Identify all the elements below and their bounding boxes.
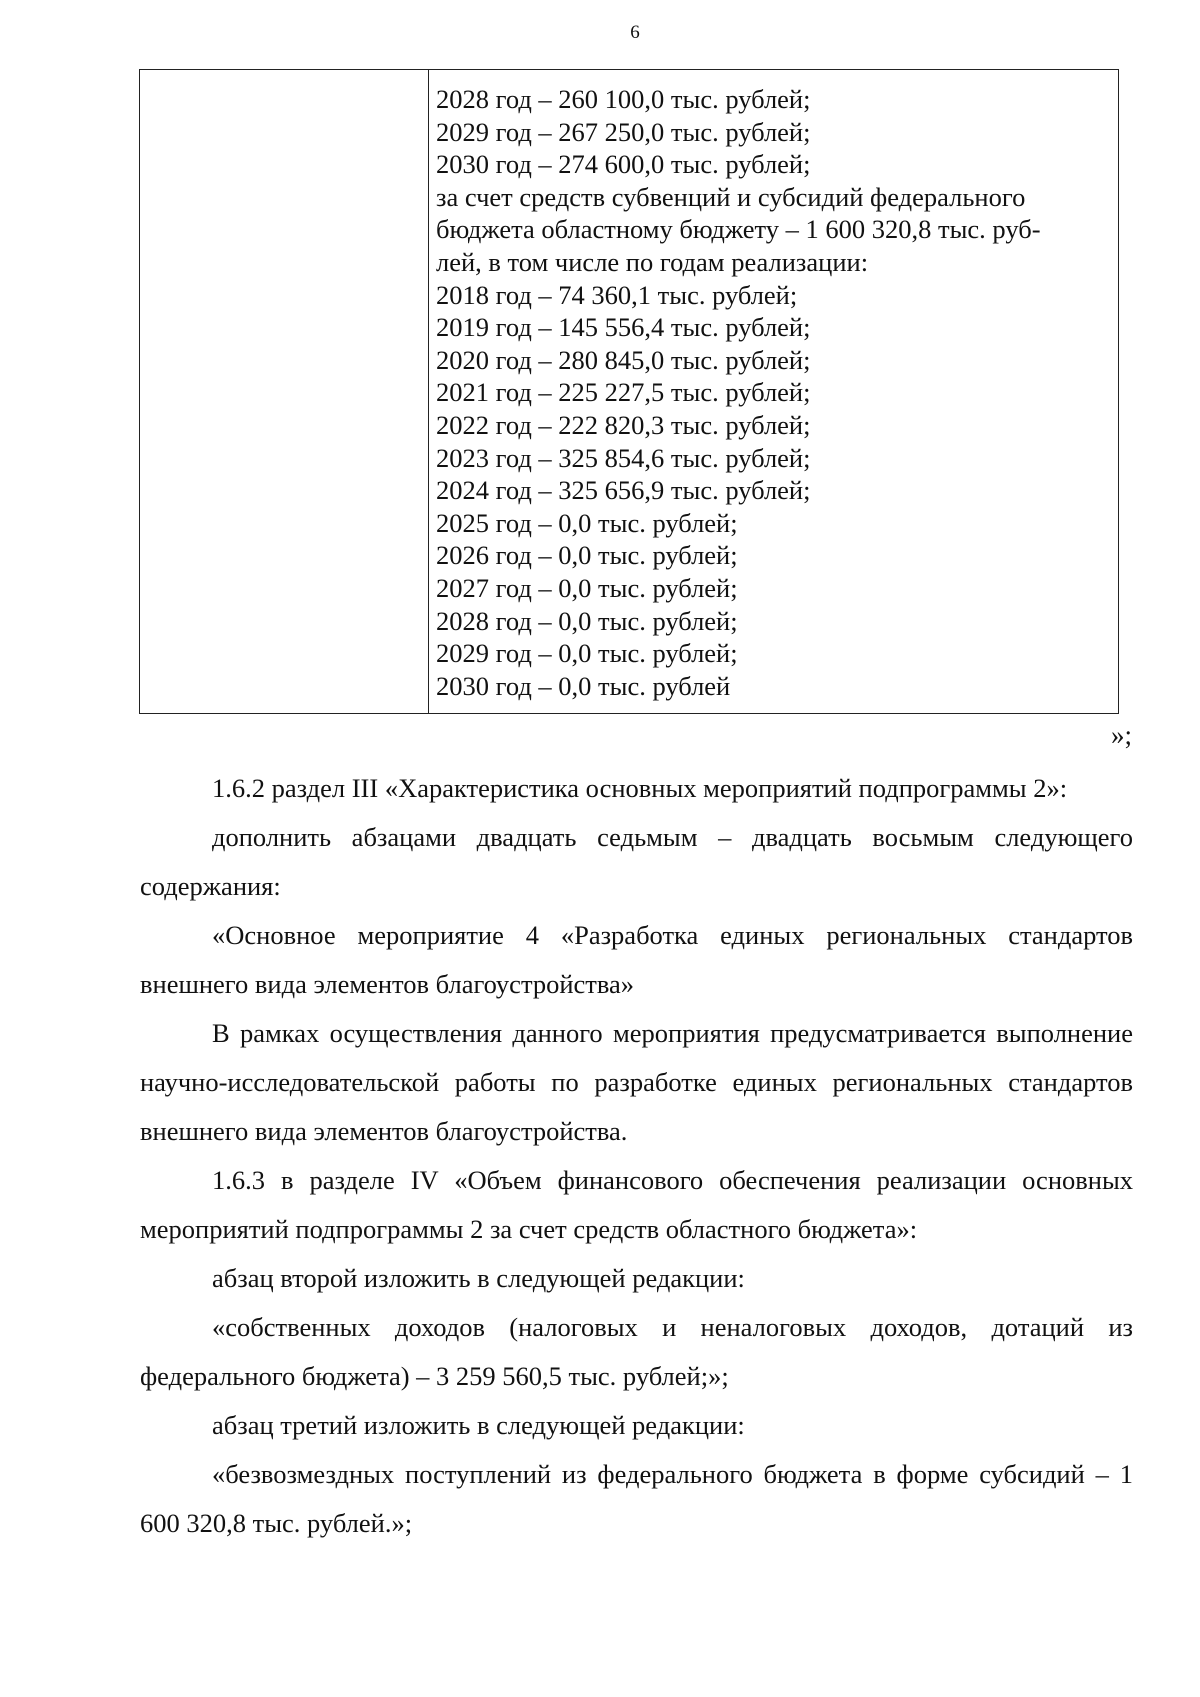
table-line: 2022 год – 222 820,3 тыс. рублей;: [436, 409, 811, 440]
paragraph-section-1-6-2: 1.6.2 раздел III «Характеристика основных мероприятий подпрограммы 2»:: [212, 773, 1068, 803]
table-line: 2023 год – 325 854,6 тыс. рублей;: [436, 442, 811, 473]
table-line: 2028 год – 0,0 тыс. рублей;: [436, 605, 738, 636]
paragraph-section-1-6-3: 1.6.3 в разделе IV «Объем финансового обеспечения реализации основных мероприятий подпрограммы 2 за счет средств областного бюджета»:: [140, 1165, 1133, 1244]
table-line: 2025 год – 0,0 тыс. рублей;: [436, 507, 738, 538]
paragraph-activity-description: В рамках осуществления данного мероприятия предусматривается выполнение научно-исследовательской работы по разработке единых региональных стандартов внешнего вида элементов благоустройства.: [140, 1018, 1133, 1146]
table-line: 2030 год – 0,0 тыс. рублей: [436, 670, 731, 701]
funding-table: [139, 69, 1119, 714]
table-line: лей, в том числе по годам реализации:: [436, 246, 869, 277]
table-line: 2021 год – 225 227,5 тыс. рублей;: [436, 377, 811, 408]
table-right-cell: [429, 70, 1118, 713]
table-line: 2029 год – 267 250,0 тыс. рублей;: [436, 116, 811, 147]
page-number: 6: [630, 22, 640, 43]
paragraph-supplement: дополнить абзацами двадцать седьмым – двадцать восьмым следующего содержания:: [140, 822, 1133, 901]
table-line: 2027 год – 0,0 тыс. рублей;: [436, 572, 738, 603]
table-line: 2030 год – 274 600,0 тыс. рублей;: [436, 149, 811, 180]
paragraph-second-abzac: абзац второй изложить в следующей редакции:: [212, 1263, 745, 1293]
paragraph-federal-subsidies: «безвозмездных поступлений из федерального бюджета в форме субсидий – 1 600 320,8 тыс. рублей.»;: [140, 1459, 1133, 1538]
table-line: 2024 год – 325 656,9 тыс. рублей;: [436, 475, 811, 506]
closing-quote: »;: [1110, 720, 1132, 750]
paragraph-main-activity-4: «Основное мероприятие 4 «Разработка единых региональных стандартов внешнего вида элементов благоустройства»: [140, 920, 1133, 999]
paragraph-third-abzac: абзац третий изложить в следующей редакции:: [212, 1410, 745, 1440]
table-line: 2018 год – 74 360,1 тыс. рублей;: [436, 279, 798, 310]
table-line: 2028 год – 260 100,0 тыс. рублей;: [436, 84, 811, 114]
paragraph-own-revenue: «собственных доходов (налоговых и неналоговых доходов, дотаций из федерального бюджета) – 3 259 560,5 тыс. рублей;»;: [140, 1312, 1133, 1391]
table-line: 2020 год – 280 845,0 тыс. рублей;: [436, 344, 811, 375]
table-line: 2019 год – 145 556,4 тыс. рублей;: [436, 312, 811, 343]
table-line: бюджета областному бюджету – 1 600 320,8 тыс. руб-: [436, 214, 1041, 245]
table-left-cell: [140, 70, 429, 713]
document-body: [140, 764, 1133, 1548]
table-line: за счет средств субвенций и субсидий федерального: [436, 181, 1026, 212]
table-line: 2029 год – 0,0 тыс. рублей;: [436, 638, 738, 669]
table-line: 2026 год – 0,0 тыс. рублей;: [436, 540, 738, 571]
